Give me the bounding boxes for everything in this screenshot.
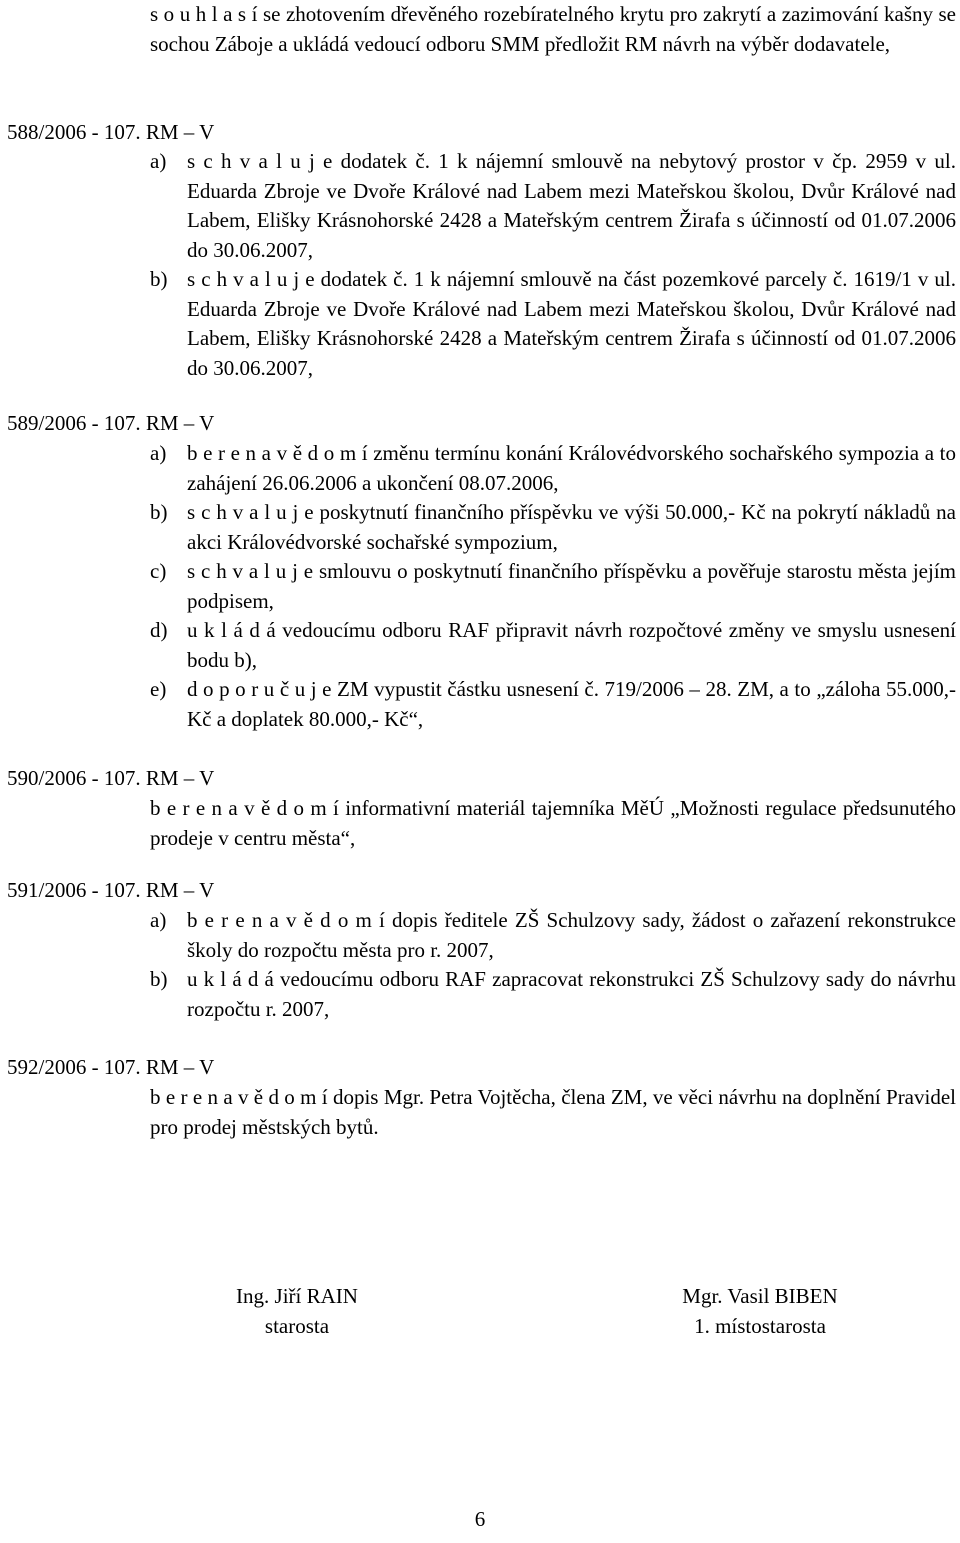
item-label: b) (150, 500, 168, 524)
resolution-589-heading: 589/2006 - 107. RM – V (7, 411, 215, 435)
signature-right-name: Mgr. Vasil BIBEN (682, 1284, 838, 1308)
resolution-591-heading: 591/2006 - 107. RM – V (7, 878, 215, 902)
page-number: 6 (474, 1507, 486, 1531)
item-text: ZM vypustit částku usnesení č. 719/2006 – 28. ZM, a to „záloha 55.000,- Kč a doplatek 80.000,- Kč“, (187, 677, 956, 731)
item-text: dopis Mgr. Petra Vojtěcha, člena ZM, ve věci návrhu na doplnění Pravidel pro prodej městských bytů. (150, 1085, 956, 1139)
signature-left-name: Ing. Jiří RAIN (236, 1284, 358, 1308)
item-label: a) (150, 149, 167, 173)
item-verb: b e r e n a v ě d o m í (187, 441, 368, 465)
signature-right (650, 1281, 870, 1341)
resolution-588-item-a (150, 147, 956, 265)
resolution-589-item-e (150, 675, 956, 734)
item-text: změnu termínu konání Královédvorského sochařského sympozia a to zahájení 26.06.2006 a ukončení 08.07.2006, (187, 441, 956, 495)
resolution-590-heading: 590/2006 - 107. RM – V (7, 766, 215, 790)
item-text: informativní materiál tajemníka MěÚ „Možnosti regulace předsunutého prodeje v centru města“, (150, 796, 957, 850)
signature-left (197, 1281, 397, 1341)
item-verb: u k l á d á (187, 967, 274, 991)
resolution-589-item-b (150, 498, 956, 557)
item-text: dodatek č. 1 k nájemní smlouvě na část pozemkové parcely č. 1619/1 v ul. Eduarda Zbroje ve Dvoře Králové nad Labem mezi Mateřskou školou, Dvůr Králové nad Labem, Elišky Krásnohorské 2428 a Mateřským centrem Žirafa s účinností od 01.07.2006 do 30.06.2007, (187, 267, 956, 380)
item-verb: b e r e n a v ě d o m í (150, 796, 339, 820)
item-text: dopis ředitele ZŠ Schulzovy sady, žádost o zařazení rekonstrukce školy do rozpočtu města pro r. 2007, (187, 908, 956, 962)
resolution-589-items (150, 439, 956, 734)
signature-right-title: 1. místostarosta (694, 1314, 826, 1338)
resolution-589-item-d (150, 616, 956, 675)
resolution-591-items (150, 906, 956, 1024)
item-text: vedoucímu odboru RAF zapracovat rekonstrukci ZŠ Schulzovy sady do návrhu rozpočtu r. 2007, (187, 967, 956, 1021)
intro-paragraph (150, 0, 956, 59)
item-label: a) (150, 908, 167, 932)
item-verb: s c h v a l u j e (187, 267, 315, 291)
resolution-588-items (150, 147, 956, 383)
item-verb: u k l á d á (187, 618, 276, 642)
item-verb: b e r e n a v ě d o m í (187, 908, 385, 932)
intro-verb: s o u h l a s í (150, 2, 258, 26)
item-verb: s c h v a l u j e (187, 559, 314, 583)
signature-left-title: starosta (264, 1314, 330, 1338)
item-label: d) (150, 618, 168, 642)
resolution-591-item-a (150, 906, 956, 965)
item-verb: b e r e n a v ě d o m í (150, 1085, 328, 1109)
item-text: vedoucímu odboru RAF připravit návrh rozpočtové změny ve smyslu usnesení bodu b), (187, 618, 956, 672)
resolution-592-text (150, 1083, 956, 1142)
item-verb: s c h v a l u j e (187, 500, 314, 524)
resolution-590-text (150, 794, 956, 853)
intro-text: se zhotovením dřevěného rozebíratelného krytu pro zakrytí a zazimování kašny se sochou Záboje a ukládá vedoucí odboru SMM předložit RM návrh na výběr dodavatele, (150, 2, 956, 56)
item-label: b) (150, 267, 168, 291)
resolution-588-item-b (150, 265, 956, 383)
resolution-591-item-b (150, 965, 956, 1024)
item-label: a) (150, 441, 167, 465)
item-text: poskytnutí finančního příspěvku ve výši 50.000,- Kč na pokrytí nákladů na akci Královédvorské sochařské sympozium, (187, 500, 956, 554)
item-verb: d o p o r u č u j e (187, 677, 332, 701)
resolution-589-item-c (150, 557, 956, 616)
item-label: e) (150, 677, 167, 701)
item-text: smlouvu o poskytnutí finančního příspěvku a pověřuje starostu města jejím podpisem, (187, 559, 956, 613)
resolution-588-heading: 588/2006 - 107. RM – V (7, 120, 215, 144)
item-label: b) (150, 967, 168, 991)
item-label: c) (150, 559, 167, 583)
item-text: dodatek č. 1 k nájemní smlouvě na nebytový prostor v čp. 2959 v ul. Eduarda Zbroje ve Dvoře Králové nad Labem mezi Mateřskou školou, Dvůr Králové nad Labem, Elišky Krásnohorské 2428 a Mateřským centrem Žirafa s účinností od 01.07.2006 do 30.06.2007, (187, 149, 956, 262)
item-verb: s c h v a l u j e (187, 149, 333, 173)
resolution-592-heading: 592/2006 - 107. RM – V (7, 1055, 215, 1079)
resolution-589-item-a (150, 439, 956, 498)
